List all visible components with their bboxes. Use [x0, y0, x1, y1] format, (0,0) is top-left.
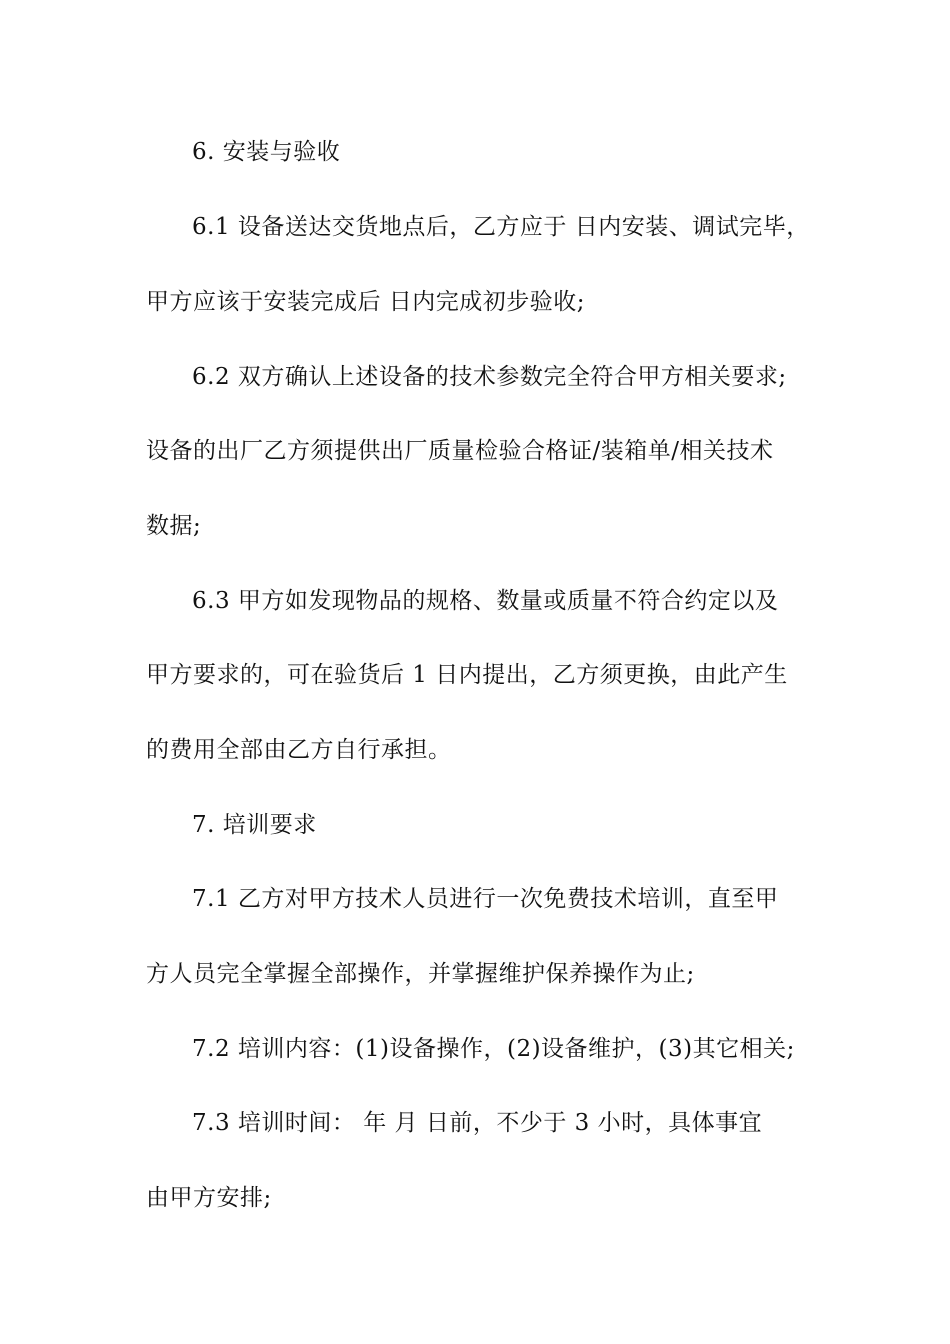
paragraph-line: 方人员完全掌握全部操作，并掌握维护保养操作为止; — [146, 961, 695, 987]
section-heading-6: 6. 安装与验收 — [192, 139, 341, 165]
paragraph-line: 的费用全部由乙方自行承担。 — [146, 737, 452, 763]
section-heading-7: 7. 培训要求 — [192, 812, 317, 838]
paragraph-line: 7.3 培训时间： 年 月 日前，不少于 3 小时，具体事宜 — [192, 1110, 763, 1136]
paragraph-line: 6.1 设备送达交货地点后，乙方应于 日内安装、调试完毕， — [192, 214, 810, 240]
paragraph-line: 甲方应该于安装完成后 日内完成初步验收; — [146, 289, 586, 315]
paragraph-line: 设备的出厂乙方须提供出厂质量检验合格证/装箱单/相关技术 — [146, 438, 774, 464]
paragraph-line: 7.1 乙方对甲方技术人员进行一次免费技术培训，直至甲 — [192, 886, 779, 912]
paragraph-line: 数据; — [146, 513, 202, 539]
paragraph-line: 6.3 甲方如发现物品的规格、数量或质量不符合约定以及 — [192, 588, 779, 614]
paragraph-line: 甲方要求的，可在验货后 1 日内提出，乙方须更换，由此产生 — [146, 662, 788, 688]
paragraph-line: 由甲方安排; — [146, 1185, 272, 1211]
paragraph-line: 7.2 培训内容：(1)设备操作，(2)设备维护，(3)其它相关; — [192, 1036, 795, 1062]
paragraph-line: 6.2 双方确认上述设备的技术参数完全符合甲方相关要求; — [192, 364, 787, 390]
